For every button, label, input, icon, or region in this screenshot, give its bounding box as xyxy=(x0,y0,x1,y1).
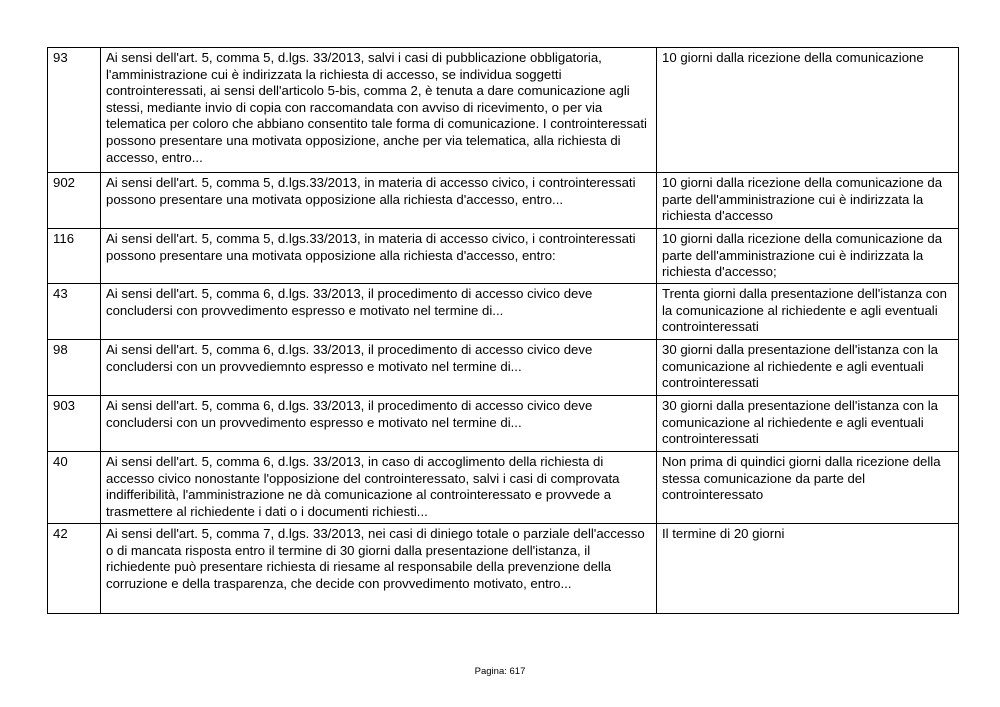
row-question: Ai sensi dell'art. 5, comma 7, d.lgs. 33/2013, nei casi di diniego totale o parziale dell'accesso o di mancata risposta entro il termine di 30 giorni dalla presentazione dell'istanza, il richiedente può presentare richiesta di riesame al responsabile della prevenzione della corruzione e della trasparenza, che decide con provvedimento motivato, entro... xyxy=(101,524,657,614)
row-answer: Non prima di quindici giorni dalla ricezione della stessa comunicazione da parte del controinteressato xyxy=(657,452,959,524)
row-answer: 30 giorni dalla presentazione dell'istanza con la comunicazione al richiedente e agli eventuali controinteressati xyxy=(657,396,959,452)
row-answer: 10 giorni dalla ricezione della comunicazione da parte dell'amministrazione cui è indirizzata la richiesta d'accesso xyxy=(657,173,959,229)
row-answer: Il termine di 20 giorni xyxy=(657,524,959,614)
row-id: 43 xyxy=(48,284,101,340)
table-row xyxy=(48,173,959,229)
row-id: 116 xyxy=(48,229,101,284)
row-id: 98 xyxy=(48,340,101,396)
table-row xyxy=(48,524,959,614)
row-id: 40 xyxy=(48,452,101,524)
table-row xyxy=(48,229,959,284)
row-question: Ai sensi dell'art. 5, comma 5, d.lgs.33/2013, in materia di accesso civico, i controinteressati possono presentare una motivata opposizione alla richiesta d'accesso, entro... xyxy=(101,173,657,229)
row-id: 903 xyxy=(48,396,101,452)
table-row xyxy=(48,396,959,452)
row-id: 42 xyxy=(48,524,101,614)
table-row xyxy=(48,284,959,340)
row-answer: Trenta giorni dalla presentazione dell'istanza con la comunicazione al richiedente e agli eventuali controinteressati xyxy=(657,284,959,340)
page-number: Pagina: 617 xyxy=(474,666,526,677)
row-id: 93 xyxy=(48,48,101,173)
row-question: Ai sensi dell'art. 5, comma 5, d.lgs.33/2013, in materia di accesso civico, i controinteressati possono presentare una motivata opposizione alla richiesta d'accesso, entro: xyxy=(101,229,657,284)
row-question: Ai sensi dell'art. 5, comma 5, d.lgs. 33/2013, salvi i casi di pubblicazione obbligatoria, l'amministrazione cui è indirizzata la richiesta di accesso, se individua soggetti controinteressati, ai sensi dell'articolo 5-bis, comma 2, è tenuta a dare comunicazione agli stessi, mediante invio di copia con raccomandata con avviso di ricevimento, o per via telematica per coloro che abbiano consentito tale forma di comunicazione. I controinteressati possono presentare una motivata opposizione, anche per via telematica, alla richiesta di accesso, entro... xyxy=(101,48,657,173)
row-answer: 10 giorni dalla ricezione della comunicazione xyxy=(657,48,959,173)
row-answer: 10 giorni dalla ricezione della comunicazione da parte dell'amministrazione cui è indirizzata la richiesta d'accesso; xyxy=(657,229,959,284)
row-id: 902 xyxy=(48,173,101,229)
row-question: Ai sensi dell'art. 5, comma 6, d.lgs. 33/2013, il procedimento di accesso civico deve concludersi con provvedimento espresso e motivato nel termine di... xyxy=(101,284,657,340)
row-question: Ai sensi dell'art. 5, comma 6, d.lgs. 33/2013, in caso di accoglimento della richiesta di accesso civico nonostante l'opposizione del controinteressato, salvi i casi di comprovata indifferibilità, l'amministrazione ne dà comunicazione al controinteressato e provvede a trasmettere al richiedente i dati o i documenti richiesti... xyxy=(101,452,657,524)
row-question: Ai sensi dell'art. 5, comma 6, d.lgs. 33/2013, il procedimento di accesso civico deve concludersi con un provvedimento espresso e motivato nel termine di... xyxy=(101,396,657,452)
table-row xyxy=(48,452,959,524)
table-row xyxy=(48,48,959,173)
table-row xyxy=(48,340,959,396)
question-table xyxy=(47,47,959,614)
row-answer: 30 giorni dalla presentazione dell'istanza con la comunicazione al richiedente e agli eventuali controinteressati xyxy=(657,340,959,396)
row-question: Ai sensi dell'art. 5, comma 6, d.lgs. 33/2013, il procedimento di accesso civico deve concludersi con un provvediemnto espresso e motivato nel termine di... xyxy=(101,340,657,396)
